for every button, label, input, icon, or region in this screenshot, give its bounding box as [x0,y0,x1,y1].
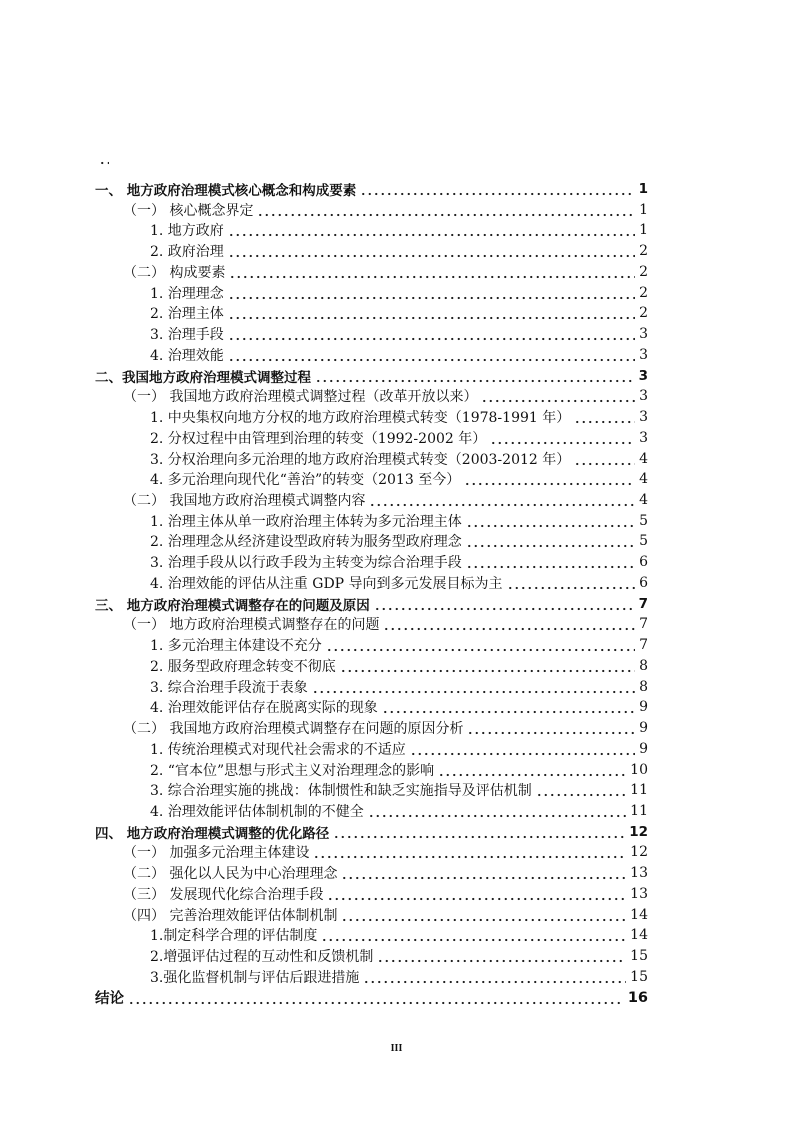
toc-page-number: 5 [639,512,648,529]
toc-page-number: 5 [639,533,648,550]
toc-section-entry [95,199,648,220]
toc-page-number: 2 [639,243,648,260]
toc-entry-title: 4. 多元治理向现代化“善治”的转变（2013 至今） [150,472,461,489]
dot-leader [99,155,109,165]
toc-entry-title: 4. 治理效能评估存在脱离实际的现象 [150,700,378,717]
toc-entry-title: 四、 地方政府治理模式调整的优化路径 [95,825,330,842]
toc-page-number: 9 [639,699,648,716]
dot-leader [536,787,626,797]
toc-page-number: 10 [630,761,648,778]
dot-leader [257,207,635,217]
toc-item-entry [95,801,648,822]
toc-page-number: 4 [639,471,648,488]
toc-entry-title: 3. 分权治理向多元治理的地方政府治理模式转变（2003-2012 年） [150,451,571,468]
dot-leader [228,248,635,258]
toc-page-number: 8 [639,678,648,695]
dot-leader [360,186,634,196]
toc-page-number: 6 [639,554,648,571]
toc-page-number: 2 [639,305,648,322]
toc-entry-title: 2. 治理理念从经济建设型政府转为服务型政府理念 [150,534,462,551]
toc-entry-title: 2. 服务型政府理念转变不彻底 [150,658,336,675]
dot-leader [368,808,626,818]
toc-entry-title: 3. 治理手段 [150,327,224,344]
dot-leader [574,414,635,424]
toc-item-entry [95,220,648,241]
toc-entry-title: 1. 中央集权向地方分权的地方政府治理模式转变（1978-1991 年） [150,410,571,427]
toc-item-entry [95,925,648,946]
toc-page-number: 13 [630,885,648,902]
toc-item-entry [95,573,648,594]
toc-item-entry [95,282,648,303]
toc-entry-title: （二） 构成要素 [123,264,226,281]
dot-leader [340,663,635,673]
toc-page-number: 1 [638,180,648,197]
toc-entry-title: 1. 治理理念 [150,285,224,302]
toc-entry-title: （三） 发展现代化综合治理手段 [123,886,324,903]
toc-item-entry [95,552,648,573]
dot-leader [341,870,626,880]
toc-entry-title: 4. 治理效能评估体制机制的不健全 [150,803,364,820]
toc-entry-title: （一） 核心概念界定 [123,202,254,219]
toc-item-entry [95,344,648,365]
toc-item-entry [95,967,648,988]
toc-entry-title: 3. 综合治理实施的挑战：体制惯性和缺乏实施指导及评估机制 [150,783,532,800]
dot-leader [467,725,635,735]
toc-item-entry [95,241,648,262]
dot-leader [466,538,635,548]
toc-section-entry [95,614,648,635]
toc-page-number: 11 [630,782,648,799]
toc-entry-title: 2. “官本位”思想与形式主义对治理理念的影响 [150,762,435,779]
toc-item-entry [95,697,648,718]
dot-leader [321,932,626,942]
dot-leader [490,435,635,445]
toc-page-number: 3 [639,409,648,426]
toc-section-entry [95,904,648,925]
toc-item-entry [95,303,648,324]
toc-chapter-entry [95,593,648,614]
toc-item-entry [95,635,648,656]
toc-item-entry [95,946,648,967]
toc-entry-title: 2. 政府治理 [150,244,224,261]
page-footer-number: III [390,1043,403,1054]
toc-page-number: 3 [639,346,648,363]
toc-entry-title: 2. 分权过程中由管理到治理的转变（1992-2002 年） [150,430,487,447]
toc-entry-title: （二） 我国地方政府治理模式调整存在问题的原因分析 [123,721,464,738]
toc-item-entry [95,676,648,697]
toc-page-number: 6 [639,574,648,591]
dot-leader [313,849,626,859]
toc-entry-title: 2. 治理主体 [150,306,224,323]
toc-entry-title: 1. 地方政府 [150,223,224,240]
toc-entry-title: （一） 加强多元治理主体建设 [123,845,310,862]
toc-item-entry [95,780,648,801]
toc-page-number: 1 [639,222,648,239]
toc-intro-entry [95,146,647,170]
toc-item-entry [95,407,648,428]
toc-section-entry [95,386,648,407]
toc-entry-title: 3.强化监督机制与评估后跟进措施 [150,969,360,986]
toc-entry-title: （一） 我国地方政府治理模式调整过程（改革开放以来） [123,389,478,406]
toc-item-entry [95,655,648,676]
toc-page-number: 4 [639,450,648,467]
dot-leader [507,580,636,590]
dot-leader [341,912,626,922]
dot-leader [438,767,626,777]
toc-page-number: 11 [630,802,648,819]
toc-entry-title: 结论 [95,991,124,1008]
toc-page-number: 15 [630,948,648,965]
toc-item-entry [95,759,648,780]
toc-section-entry [95,262,648,283]
toc-item-entry [95,448,648,469]
toc-entry-title: （二） 我国地方政府治理模式调整内容 [123,492,366,509]
toc-page-number: 14 [630,927,648,944]
toc-page-number: 3 [639,388,648,405]
toc-item-entry [95,510,648,531]
dot-leader [315,373,635,383]
toc-item-entry [95,469,648,490]
toc-entry-title: （四） 完善治理效能评估体制机制 [123,907,338,924]
toc-page-number: 1 [639,201,648,218]
toc-page-number: 3 [638,367,648,384]
toc-page-number: 8 [639,657,648,674]
dot-leader [382,704,635,714]
dot-leader [312,684,635,694]
dot-leader [326,642,635,652]
toc-page-number: 15 [630,968,648,985]
table-of-contents [95,179,648,1008]
dot-leader [228,227,635,237]
toc-entry-title: 1. 治理主体从单一政府治理主体转为多元治理主体 [150,513,462,530]
toc-page-number: 13 [630,865,648,882]
dot-leader [333,829,625,839]
toc-page-number: 3 [639,429,648,446]
toc-item-entry [95,531,648,552]
toc-section-entry [95,863,648,884]
dot-leader [228,310,635,320]
toc-entry-title: （二） 强化以人民为中心治理理念 [123,866,338,883]
dot-leader [481,393,635,403]
toc-page-number: 2 [639,263,648,280]
dot-leader [327,891,626,901]
toc-page-number: 7 [639,637,648,654]
dot-leader [363,974,626,984]
toc-entry-title: 二、我国地方政府治理模式调整过程 [95,369,311,386]
toc-entry-title: 1. 传统治理模式对现代社会需求的不适应 [150,741,406,758]
dot-leader [228,290,635,300]
toc-page-number: 2 [639,284,648,301]
toc-entry-title: 4. 治理效能 [150,347,224,364]
dot-leader [229,269,635,279]
toc-section-entry [95,842,648,863]
toc-entry-title: 3. 治理手段从以行政手段为主转变为综合治理手段 [150,555,462,572]
toc-page-number: 12 [629,823,648,840]
toc-page-number: 7 [638,595,648,612]
toc-entry-title: 三、 地方政府治理模式调整存在的问题及原因 [95,597,370,614]
toc-page-number: 16 [627,989,648,1006]
toc-entry-title: 1. 多元治理主体建设不充分 [150,638,322,655]
dot-leader [369,497,635,507]
toc-item-entry [95,427,648,448]
toc-conclusion-entry [95,987,648,1008]
toc-chapter-entry [95,179,648,200]
dot-leader [377,953,626,963]
dot-leader [574,456,635,466]
dot-leader [128,995,624,1005]
toc-page-number: 7 [639,616,648,633]
toc-page-number: 9 [639,740,648,757]
toc-entry-title: 2.增强评估过程的互动性和反馈机制 [150,949,374,966]
toc-item-entry [95,738,648,759]
toc-section-entry [95,884,648,905]
dot-leader [466,518,635,528]
toc-entry-title: 1.制定科学合理的评估制度 [150,928,318,945]
toc-entry-title: 一、 地方政府治理模式核心概念和构成要素 [95,182,357,199]
dot-leader [228,331,635,341]
dot-leader [228,352,635,362]
dot-leader [410,746,635,756]
toc-entry-title: 3. 综合治理手段流于表象 [150,679,308,696]
toc-page-number: 14 [630,906,648,923]
toc-entry-title: （一） 地方政府治理模式调整存在的问题 [123,617,380,634]
toc-chapter-entry [95,821,648,842]
dot-leader [466,559,635,569]
toc-section-entry [95,490,648,511]
toc-page-number: 12 [630,844,648,861]
toc-entry-title: 4. 治理效能的评估从注重 GDP 导向到多元发展目标为主 [150,575,503,592]
toc-page-number: 3 [639,326,648,343]
toc-chapter-entry [95,365,648,386]
toc-page-number: 9 [639,720,648,737]
toc-section-entry [95,718,648,739]
dot-leader [383,621,635,631]
dot-leader [374,601,635,611]
toc-page-number: 4 [639,491,648,508]
toc-item-entry [95,324,648,345]
dot-leader [464,476,635,486]
